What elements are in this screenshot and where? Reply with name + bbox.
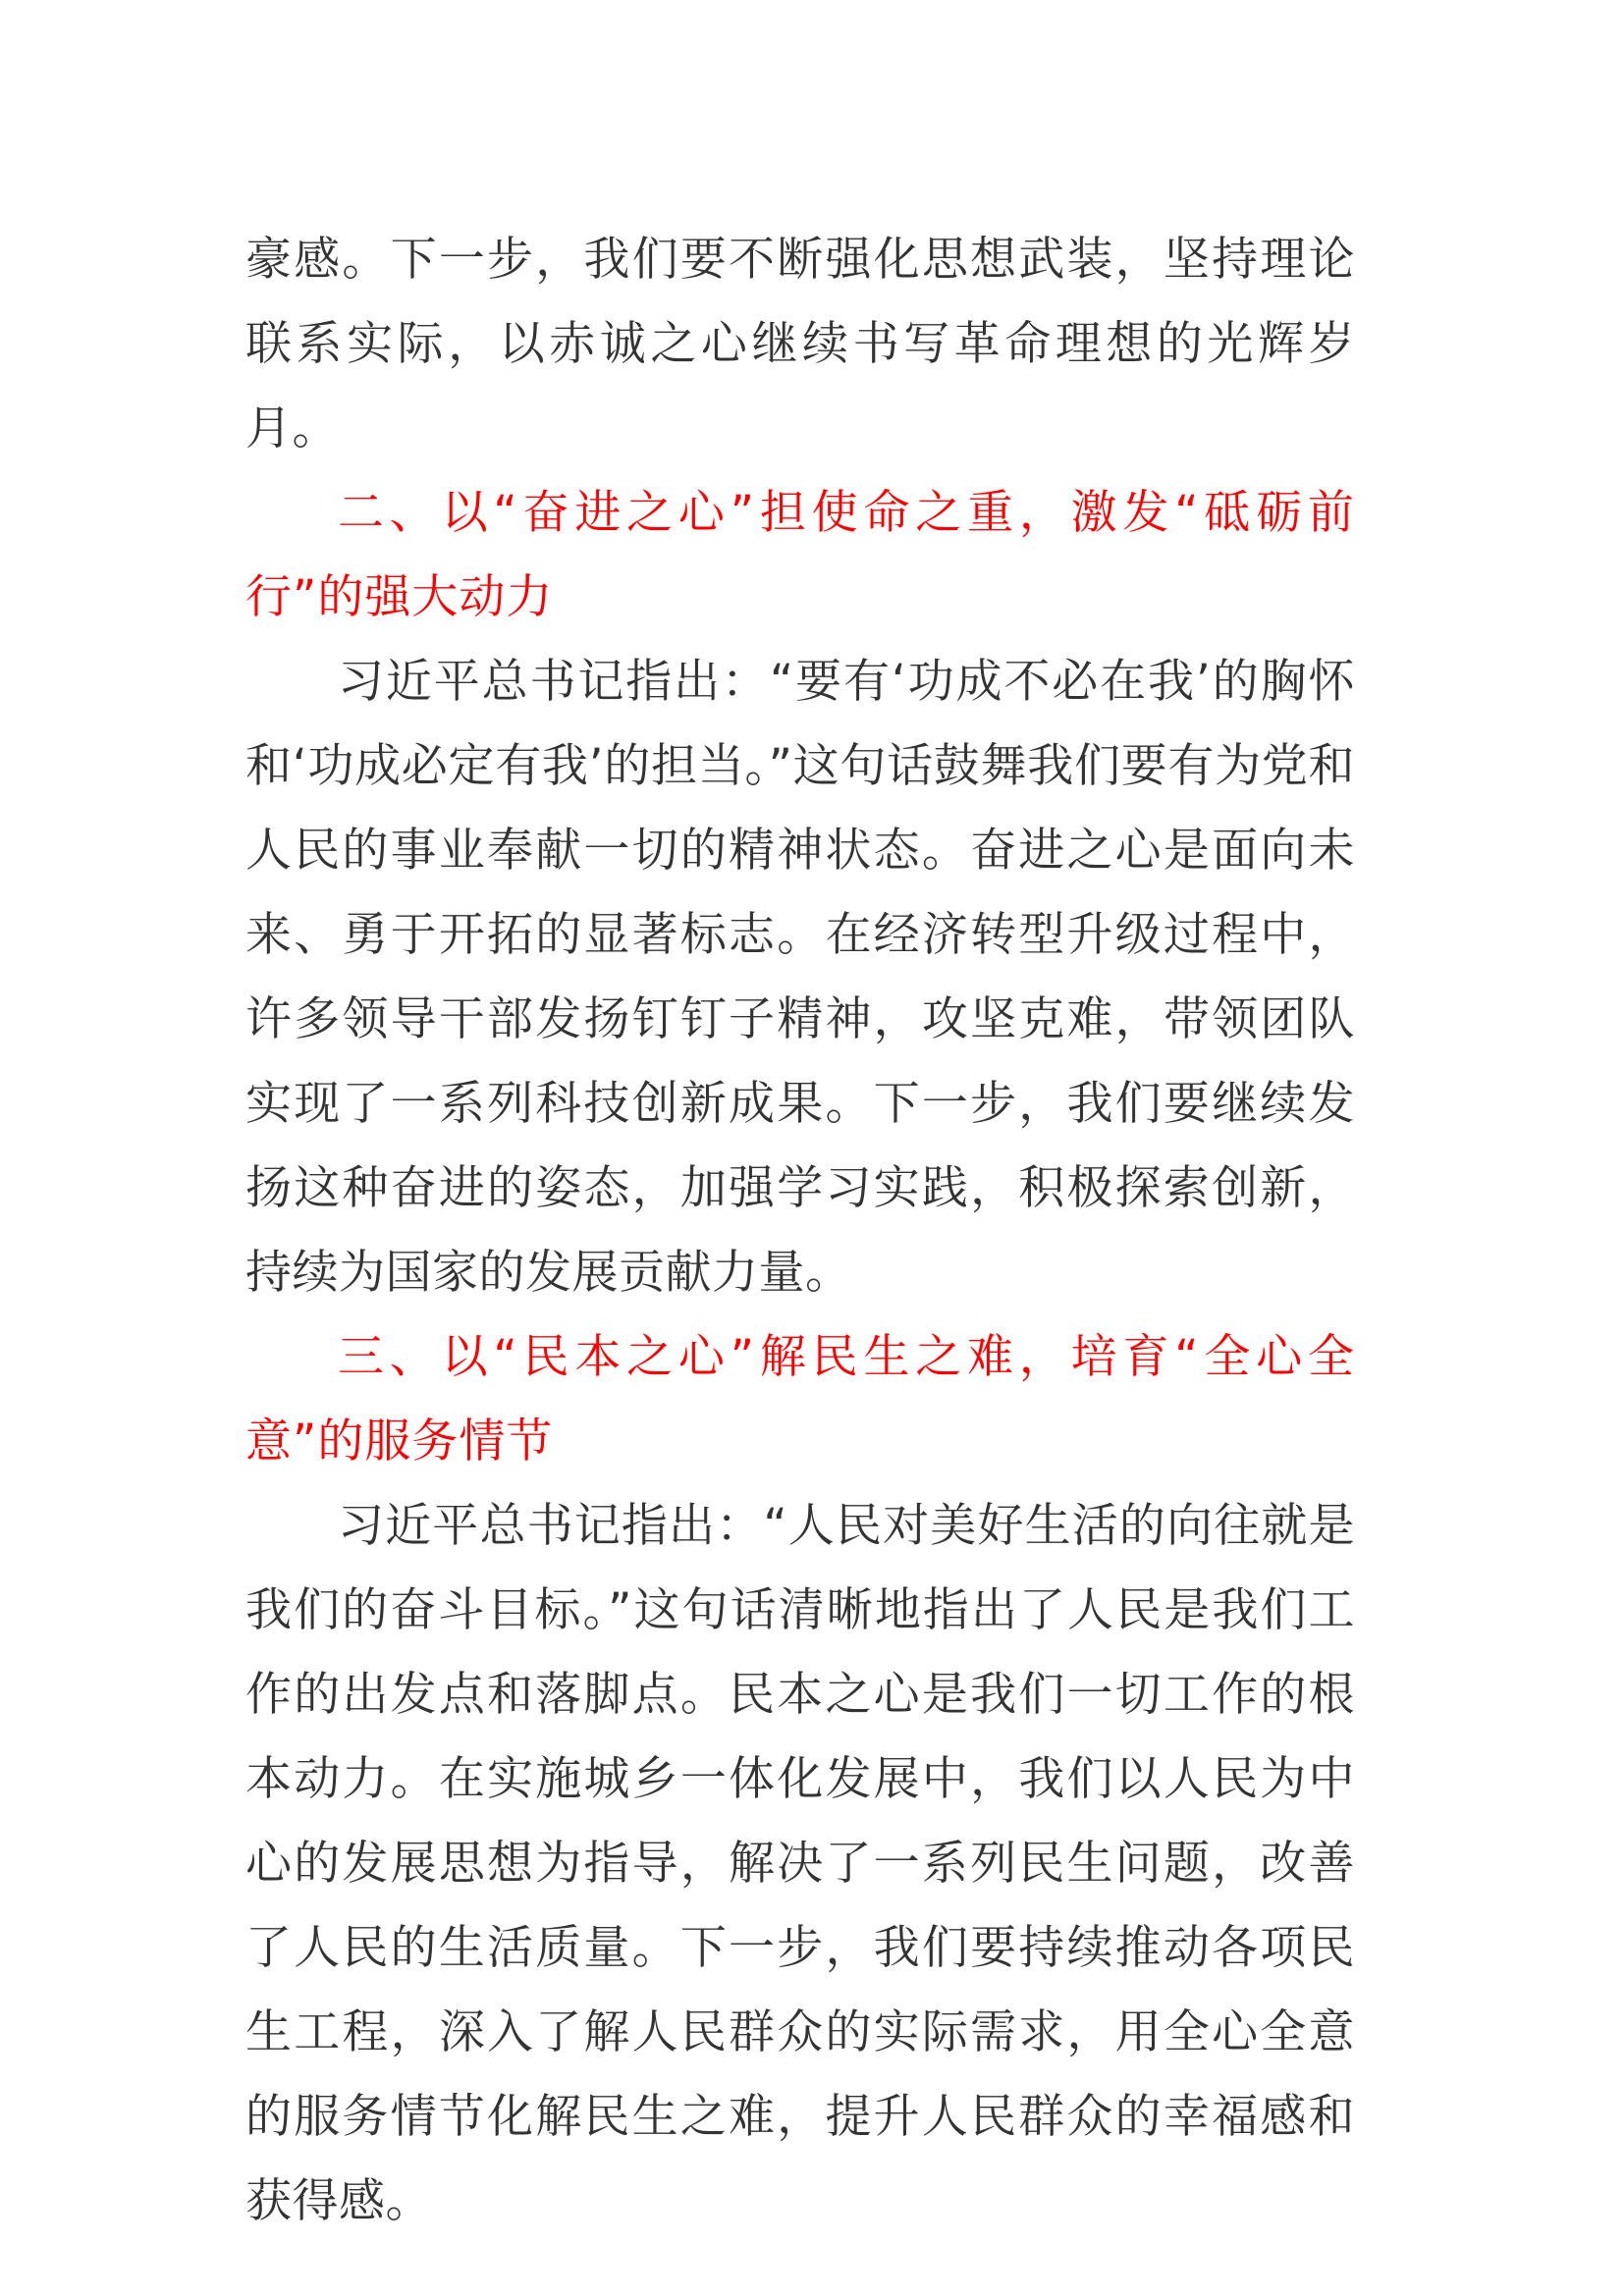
document-page [245, 218, 1355, 2244]
section-heading-2: 二、以“奋进之心”担使命之重，激发“砥砺前行”的强大动力 [245, 486, 1355, 624]
paragraph-continuation: 豪感。下一步，我们要不断强化思想武装，坚持理论联系实际，以赤诚之心继续书写革命理想的光辉岁月。 [245, 233, 1355, 455]
paragraph-section-2-body: 习近平总书记指出：“要有‘功成不必在我’的胸怀和‘功成必定有我’的担当。”这句话鼓舞我们要有为党和人民的事业奉献一切的精神状态。奋进之心是面向未来、勇于开拓的显著标志。在经济转型升级过程中，许多领导干部发扬钉钉子精神，攻坚克难，带领团队实现了一系列科技创新成果。下一步，我们要继续发扬这种奋进的姿态，加强学习实践，积极探索创新，持续为国家的发展贡献力量。 [245, 655, 1355, 1300]
paragraph-section-3-body: 习近平总书记指出：“人民对美好生活的向往就是我们的奋斗目标。”这句话清晰地指出了人民是我们工作的出发点和落脚点。民本之心是我们一切工作的根本动力。在实施城乡一体化发展中，我们以人民为中心的发展思想为指导，解决了一系列民生问题，改善了人民的生活质量。下一步，我们要持续推动各项民生工程，深入了解人民群众的实际需求，用全心全意的服务情节化解民生之难，提升人民群众的幸福感和获得感。 [245, 1499, 1355, 2228]
section-heading-3: 三、以“民本之心”解民生之难，培育“全心全意”的服务情节 [245, 1330, 1355, 1468]
